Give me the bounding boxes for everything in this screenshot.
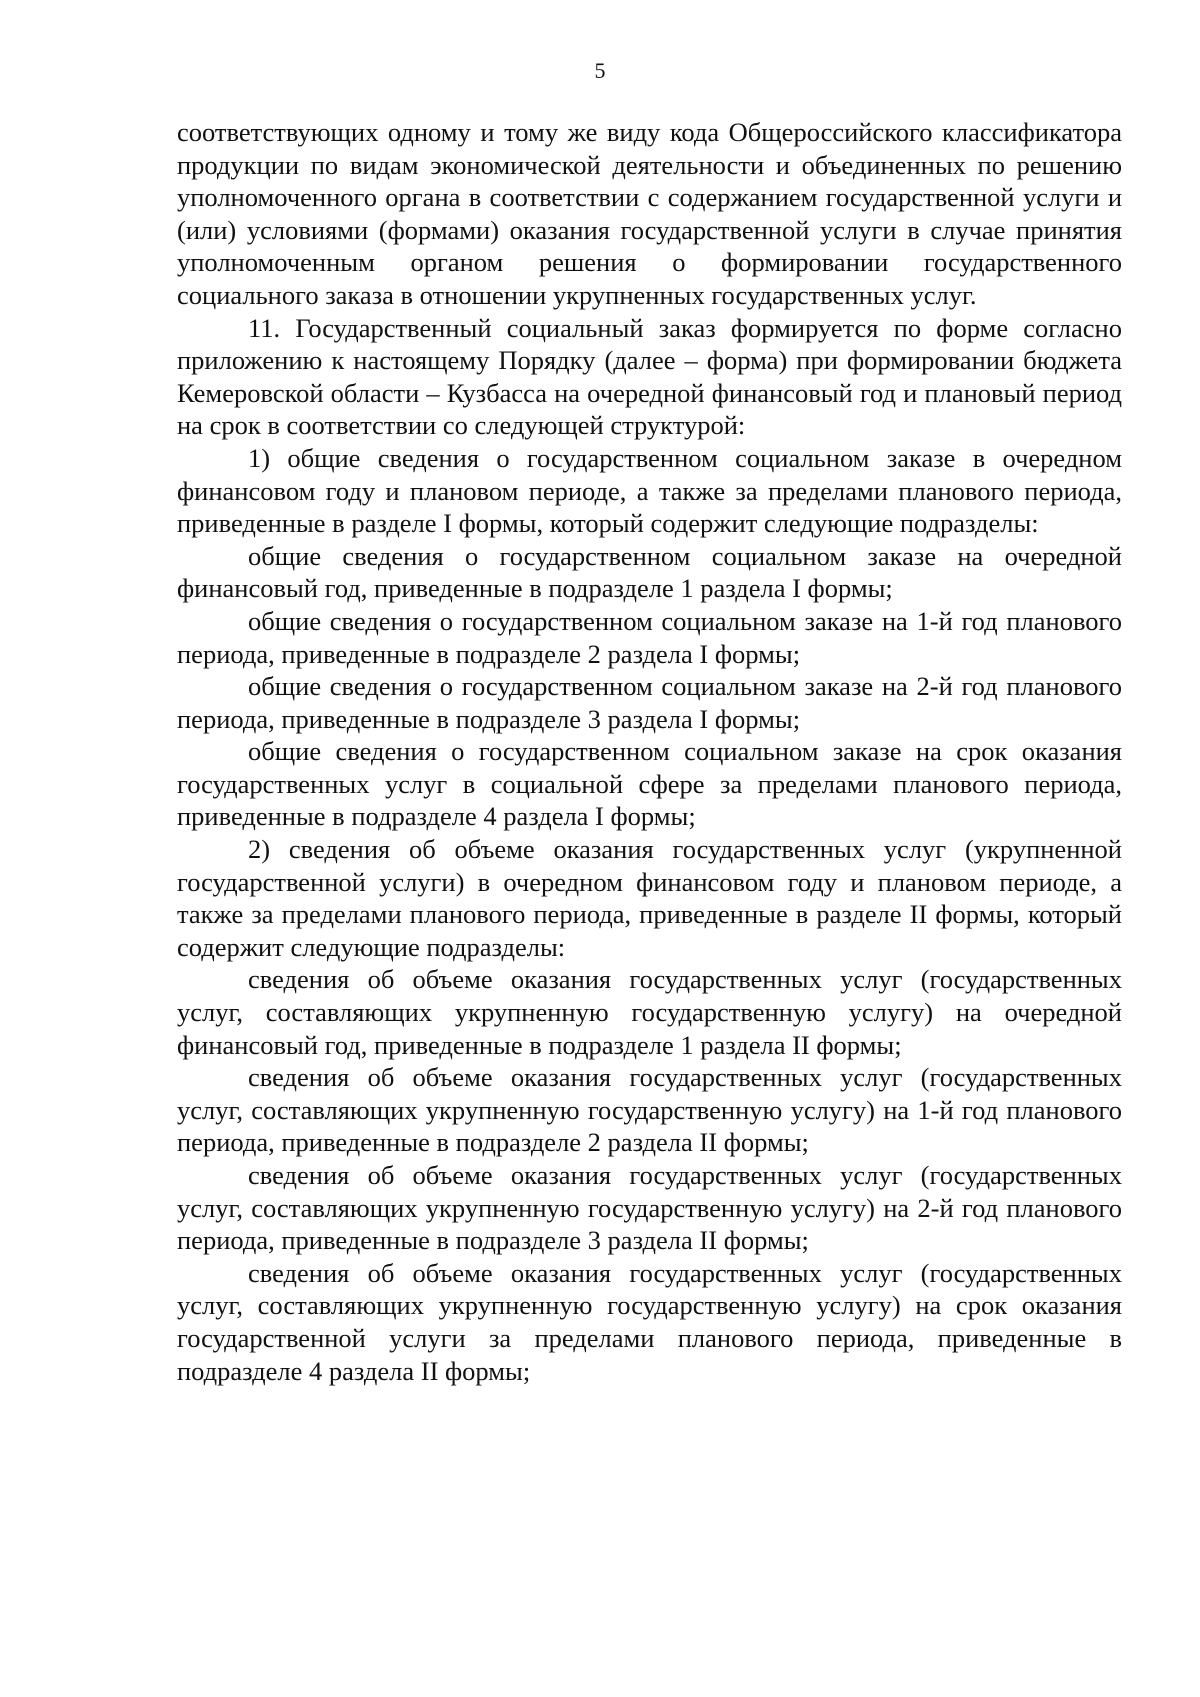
paragraph-section-2-subsection-4: сведения об объеме оказания государственных услуг (государственных услуг, составляющих укрупненную государственную услугу) на срок оказания государственной услуги за пределами планового периода, приведенные в подразделе 4 раздела II формы;	[177, 1257, 1122, 1386]
paragraph-subitem-2: 2) сведения об объеме оказания государственных услуг (укрупненной государственной услуги) в очередном финансовом году и плановом периоде, а также за пределами планового периода, приведенные в разделе II формы, который содержит следующие подразделы:	[177, 834, 1122, 962]
paragraph-section-2-subsection-1: сведения об объеме оказания государственных услуг (государственных услуг, составляющих укрупненную государственную услугу) на очередной финансовый год, приведенные в подразделе 1 раздела II формы;	[177, 964, 1122, 1060]
paragraph-section-1-subsection-1: общие сведения о государственном социальном заказе на очередной финансовый год, приведенные в подразделе 1 раздела I формы;	[177, 540, 1122, 604]
document-body	[177, 116, 1122, 1387]
paragraph-continuation: соответствующих одному и тому же виду кода Общероссийского классификатора продукции по видам экономической деятельности и объединенных по решению уполномоченного органа в соответствии с содержанием государственной услуги и (или) условиями (формами) оказания государственной услуги в случае принятия уполномоченным органом решения о формировании государственного социального заказа в отношении укрупненных государственных услуг.	[177, 117, 1122, 310]
paragraph-section-2-subsection-2: сведения об объеме оказания государственных услуг (государственных услуг, составляющих укрупненную государственную услугу) на 1-й год планового периода, приведенные в подразделе 2 раздела II формы;	[177, 1062, 1122, 1158]
paragraph-section-1-subsection-2: общие сведения о государственном социальном заказе на 1-й год планового периода, приведенные в подразделе 2 раздела I формы;	[177, 605, 1122, 669]
paragraph-item-11: 11. Государственный социальный заказ формируется по форме согласно приложению к настоящему Порядку (далее – форма) при формировании бюджета Кемеровской области – Кузбасса на очередной финансовый год и плановый период на срок в соответствии со следующей структурой:	[177, 312, 1122, 441]
paragraph-section-1-subsection-3: общие сведения о государственном социальном заказе на 2-й год планового периода, приведенные в подразделе 3 раздела I формы;	[177, 671, 1122, 734]
paragraph-section-1-subsection-4: общие сведения о государственном социальном заказе на срок оказания государственных услуг в социальной сфере за пределами планового периода, приведенные в подразделе 4 раздела I формы;	[177, 736, 1122, 832]
paragraph-section-2-subsection-3: сведения об объеме оказания государственных услуг (государственных услуг, составляющих укрупненную государственную услугу) на 2-й год планового периода, приведенные в подразделе 3 раздела II формы;	[177, 1160, 1122, 1256]
paragraph-subitem-1: 1) общие сведения о государственном социальном заказе в очередном финансовом году и плановом периоде, а также за пределами планового периода, приведенные в разделе I формы, который содержит следующие подразделы:	[177, 442, 1122, 539]
page-number: 5	[594, 58, 606, 83]
